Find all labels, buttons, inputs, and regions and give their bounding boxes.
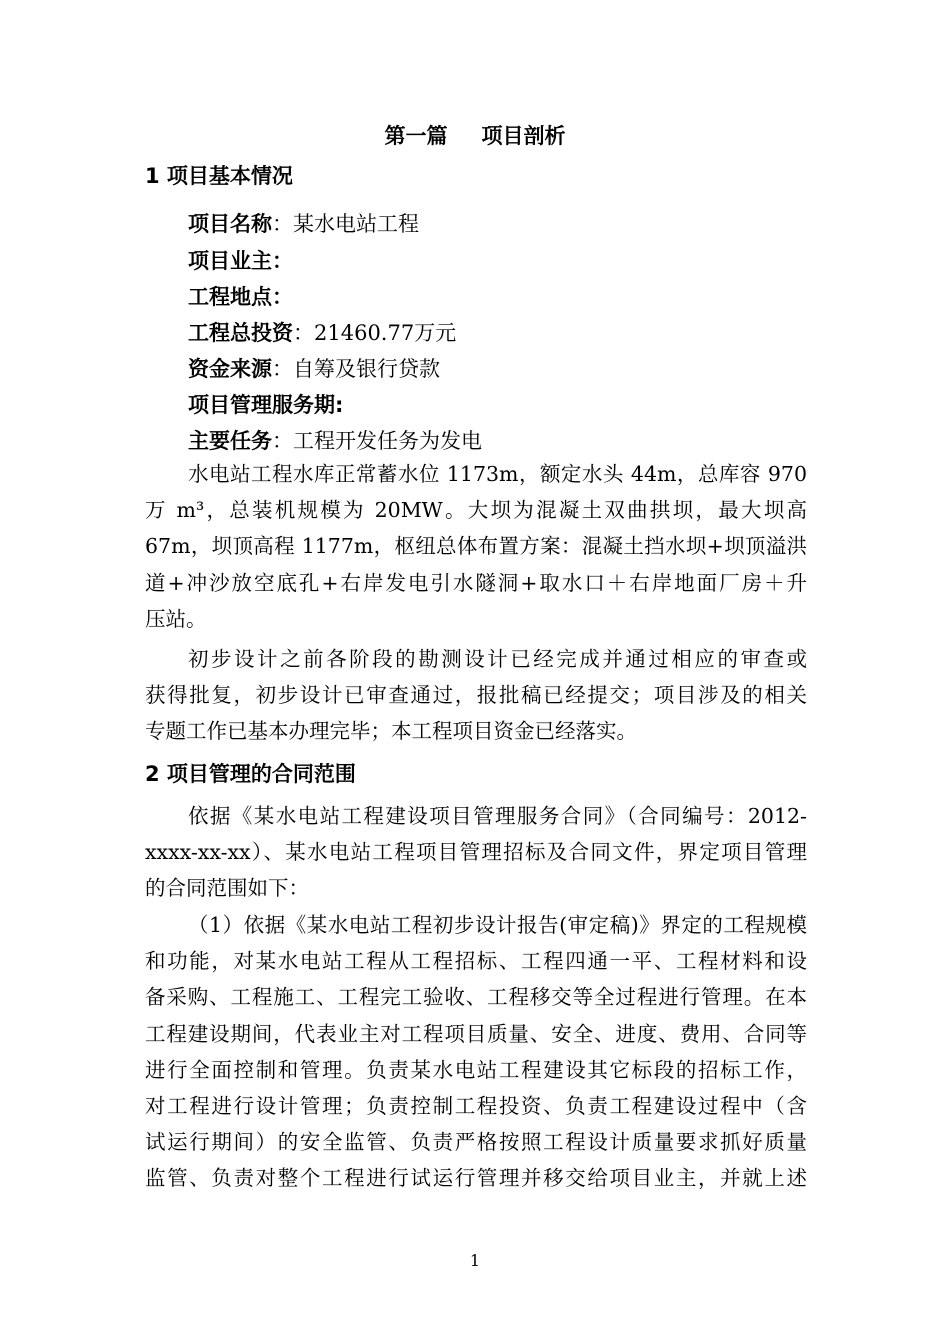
section-2-heading: 2 项目管理的合同范围 <box>145 762 356 786</box>
part-title <box>0 120 950 150</box>
paragraph-contract-basis <box>145 798 807 907</box>
field-label: 资金来源 <box>188 357 272 381</box>
field-project-location: 工程地点： <box>188 285 293 309</box>
field-value: 21460.77万元 <box>314 321 457 345</box>
paragraph-line: 67m，坝顶高程 1177m，枢纽总体布置方案：混凝土挡水坝+坝顶溢洪 <box>145 534 807 559</box>
field-total-investment: 工程总投资：21460.77万元 <box>188 321 457 345</box>
paragraph-line: 压站。 <box>145 606 207 631</box>
paragraph-line: 监管、负责对整个工程进行试运行管理并移交给项目业主，并就上述 <box>145 1166 807 1191</box>
field-label: 项目管理服务期 <box>188 393 335 417</box>
paragraph-line: 水电站工程水库正常蓄水位 1173m，额定水头 44m，总库容 970 <box>188 462 807 486</box>
paragraph-line: 工程建设期间，代表业主对工程项目质量、安全、进度、费用、合同等 <box>145 1021 807 1046</box>
paragraph-line: 的合同范围如下： <box>145 876 309 901</box>
field-label: 工程总投资 <box>188 321 293 345</box>
field-label: 项目业主 <box>188 249 272 273</box>
field-funding-source: 资金来源：自筹及银行贷款 <box>188 357 440 381</box>
field-main-task: 主要任务：工程开发任务为发电 <box>188 429 482 453</box>
paragraph-line: 初步设计之前各阶段的勘测设计已经完成并通过相应的审查或 <box>188 647 807 671</box>
paragraph-project-overview <box>145 456 807 637</box>
paragraph-line: xxxx-xx-xx）、某水电站工程项目管理招标及合同文件，界定项目管理 <box>145 840 807 865</box>
paragraph-line: 万 m³，总装机规模为 20MW。大坝为混凝土双曲拱坝，最大坝高 <box>145 498 807 523</box>
field-service-period: 项目管理服务期: <box>188 393 344 417</box>
paragraph-line: 和功能，对某水电站工程从工程招标、工程四通一平、工程材料和设 <box>145 949 807 974</box>
field-label: 工程地点 <box>188 285 272 309</box>
field-label: 主要任务 <box>188 429 272 453</box>
paragraph-line: 对工程进行设计管理；负责控制工程投资、负责工程建设过程中（含 <box>145 1094 807 1119</box>
field-value: 工程开发任务为发电 <box>293 429 482 453</box>
paragraph-design-status <box>145 641 807 750</box>
field-project-name: 项目名称：某水电站工程 <box>188 212 419 236</box>
page-number: 1 <box>469 1251 481 1270</box>
paragraph-line: 依据《某水电站工程建设项目管理服务合同》（合同编号：2012- <box>188 804 807 828</box>
field-project-owner: 项目业主： <box>188 249 293 273</box>
field-label: 项目名称 <box>188 212 272 236</box>
paragraph-line: （1）依据《某水电站工程初步设计报告(审定稿)》界定的工程规模 <box>188 913 807 937</box>
paragraph-line: 试运行期间）的安全监管、负责严格按照工程设计质量要求抓好质量 <box>145 1130 807 1155</box>
paragraph-line: 获得批复，初步设计已审查通过，报批稿已经提交；项目涉及的相关 <box>145 683 807 708</box>
section-1-heading: 1 项目基本情况 <box>145 164 293 188</box>
paragraph-line: 备采购、工程施工、工程完工验收、工程移交等全过程进行管理。在本 <box>145 985 807 1010</box>
paragraph-line: 专题工作已基本办理完毕；本工程项目资金已经落实。 <box>145 719 637 744</box>
field-value: 某水电站工程 <box>293 212 419 236</box>
paragraph-line: 进行全面控制和管理。负责某水电站工程建设其它标段的招标工作， <box>145 1057 807 1082</box>
paragraph-line: 道+冲沙放空底孔+右岸发电引水隧洞+取水口＋右岸地面厂房＋升 <box>145 570 807 595</box>
part-name: 项目剖析 <box>481 124 566 148</box>
paragraph-scope-item-1 <box>145 907 807 1197</box>
part-number: 第一篇 <box>384 124 448 148</box>
field-value: 自筹及银行贷款 <box>293 357 440 381</box>
